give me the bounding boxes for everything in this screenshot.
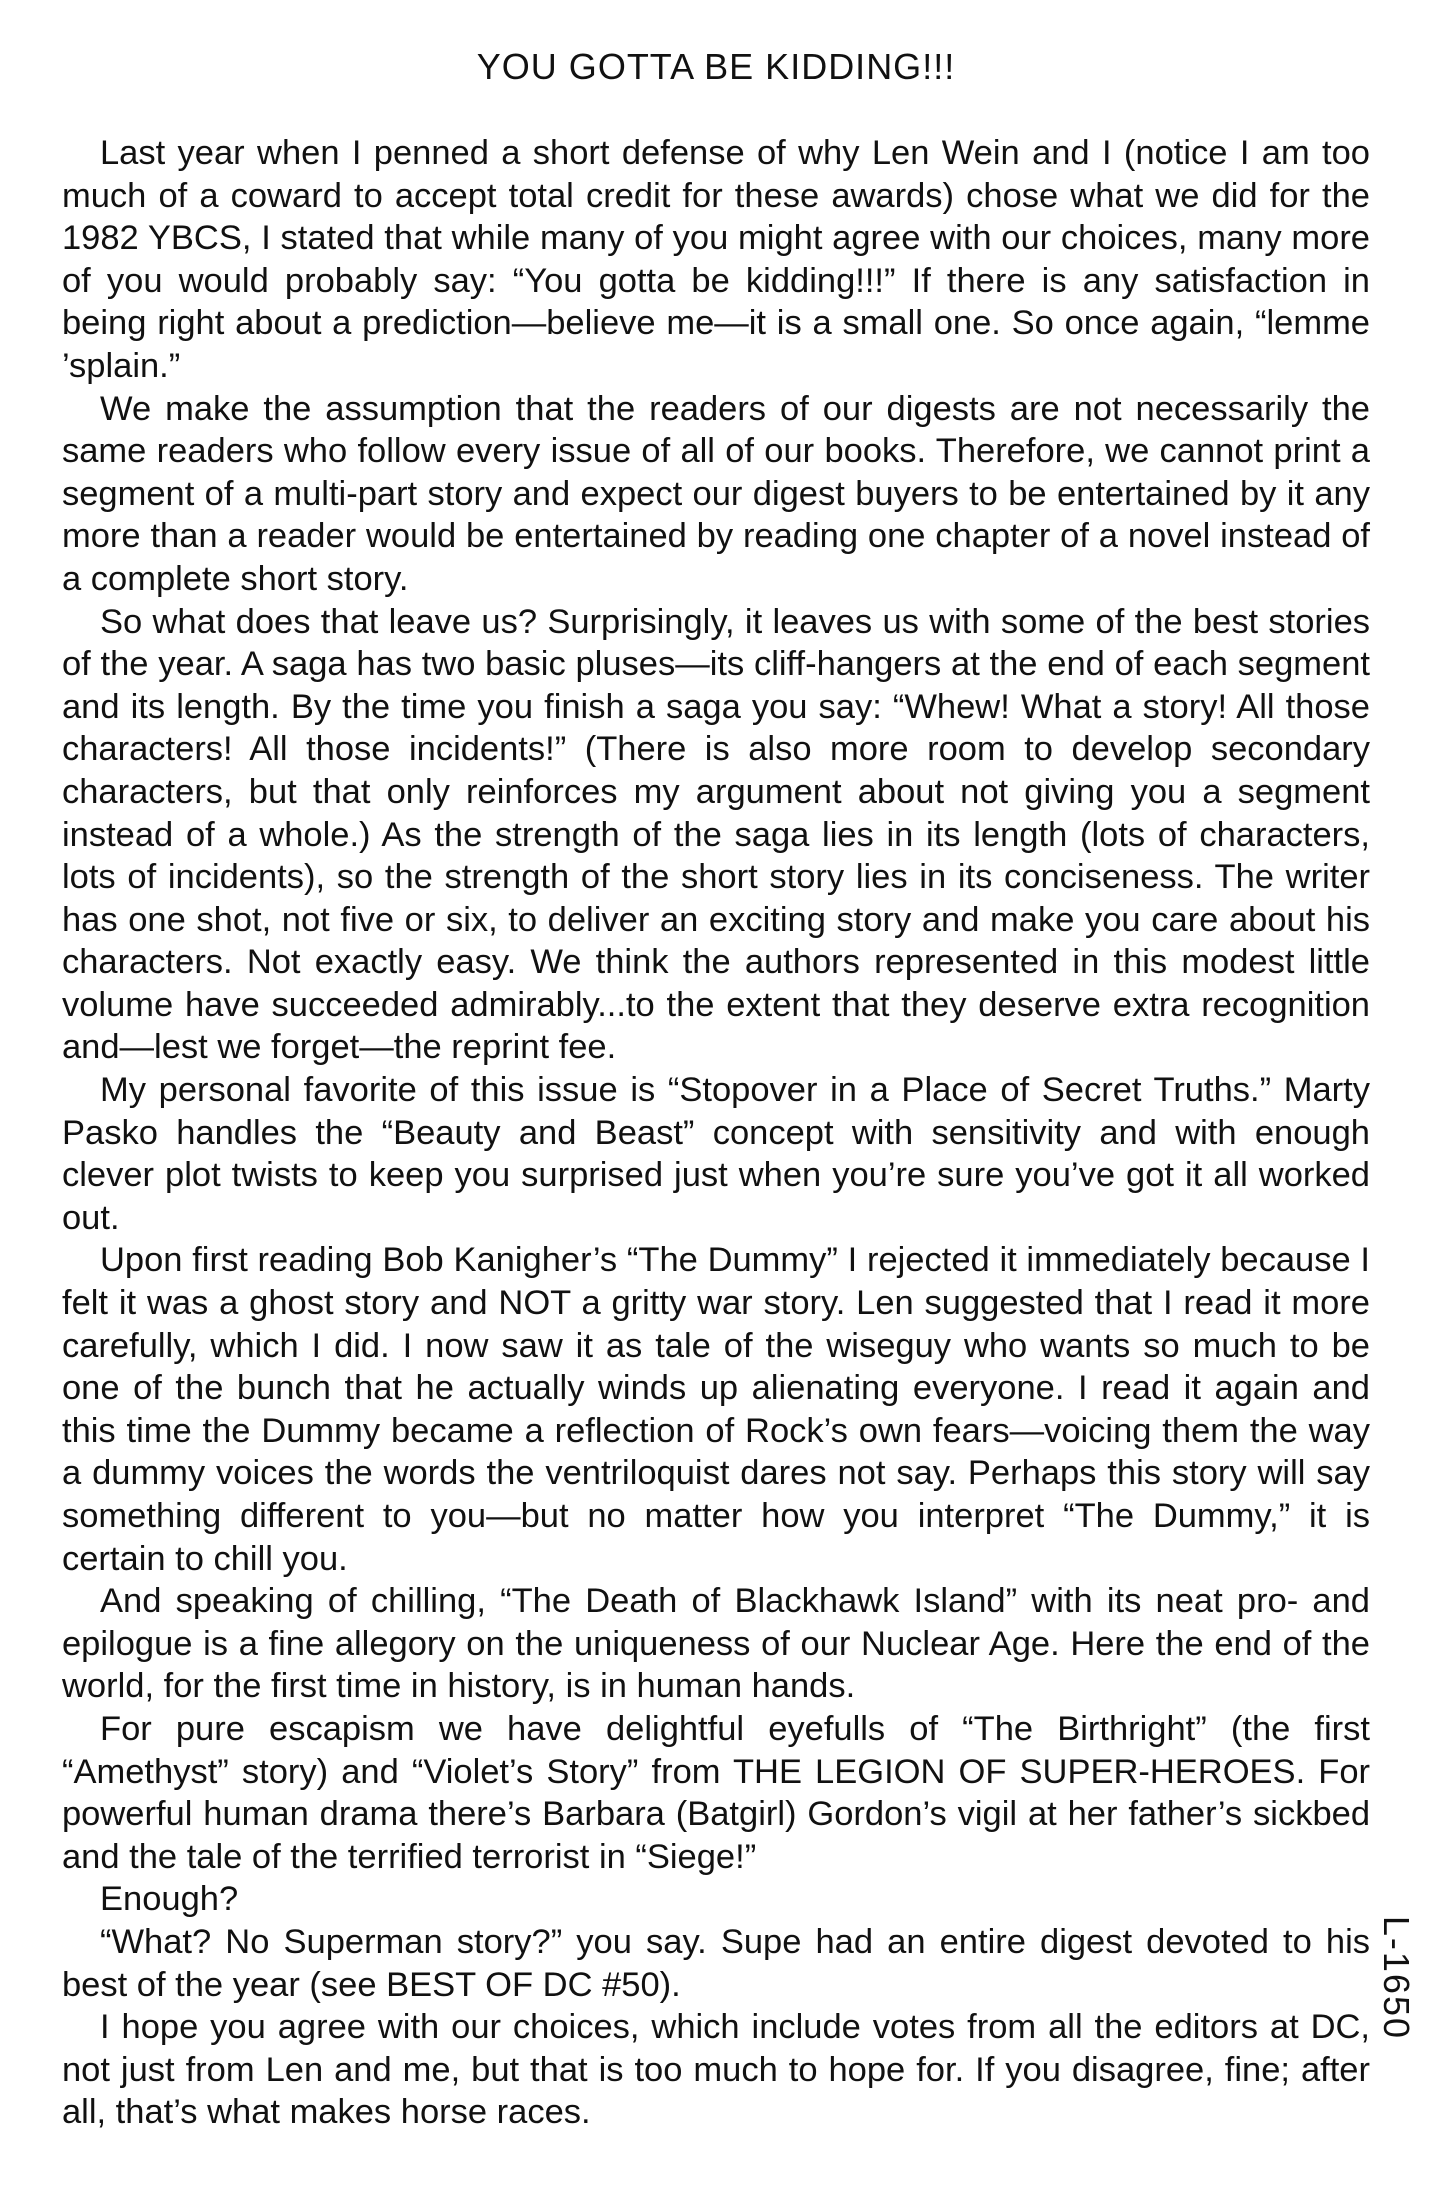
paragraph-assumption: We make the assumption that the readers of our digests are not necessarily the same readers who follow every issue of all of our books. Therefore, we cannot print a segment of a multi-part story and expect our digest buyers to be entertained by it any more than a reader would be entertained by reading one chapter of a novel instead of a complete short story. bbox=[62, 389, 1370, 598]
paragraph-superman: “What? No Superman story?” you say. Supe had an entire digest devoted to his best of the year (see BEST OF DC #50). bbox=[62, 1922, 1370, 2004]
paragraph-enough: Enough? bbox=[100, 1880, 239, 1919]
paragraph-saga: So what does that leave us? Surprisingly, it leaves us with some of the best stories of the year. A saga has two basic pluses—its cliff-hangers at the end of each segment and its length. By the time you finish a saga you say: “Whew! What a story! All those characters! All those incidents!” (There is also more room to develop secondary characters, but that only reinforces my argument about not giving you a segment instead of a whole.) As the strength of the saga lies in its length (lots of characters, lots of incidents), so the strength of the short story lies in its conciseness. The writer has one shot, not five or six, to deliver an exciting story and make you care about his characters. Not exactly easy. We think the authors represented in this modest little volume have succeeded admirably...to the extent that they deserve extra recognition and—lest we forget—the reprint fee. bbox=[62, 602, 1370, 1067]
article bbox=[62, 46, 1370, 2134]
catalog-number: L-1650 bbox=[1376, 1915, 1417, 2040]
paragraph-dummy: Upon first reading Bob Kanigher’s “The Dummy” I rejected it immediately because I felt it was a ghost story and NOT a gritty war story. Len suggested that I read it more carefully, which I did. I now saw it as tale of the wiseguy who wants so much to be one of the bunch that he actually winds up alienating everyone. I read it again and this time the Dummy became a reflection of Rock’s own fears—voicing them the way a dummy voices the words the ventriloquist dares not say. Perhaps this story will say something different to you—but no matter how you interpret “The Dummy,” it is certain to chill you. bbox=[62, 1241, 1370, 1578]
paragraph-intro: Last year when I penned a short defense of why Len Wein and I (notice I am too much of a coward to accept total credit for these awards) chose what we did for the 1982 YBCS, I stated that while many of you might agree with our choices, many more of you would probably say: “You gotta be kidding!!!” If there is any satisfaction in being right about a prediction—believe me—it is a small one. So once again, “lemme ’splain.” bbox=[62, 134, 1370, 385]
paragraph-escapism: For pure escapism we have delightful eyefulls of “The Birthright” (the first “Amethyst” story) and “Violet’s Story” from THE LEGION OF SUPER-HEROES. For powerful human drama there’s Barbara (Batgirl) Gordon’s vigil at her father’s sickbed and the tale of the terrified terrorist in “Siege!” bbox=[62, 1709, 1370, 1876]
paragraph-blackhawk: And speaking of chilling, “The Death of Blackhawk Island” with its neat pro- and epilogue is a fine allegory on the uniqueness of our Nuclear Age. Here the end of the world, for the first time in history, is in human hands. bbox=[62, 1582, 1370, 1706]
paragraph-closing: I hope you agree with our choices, which include votes from all the editors at DC, not just from Len and me, but that is too much to hope for. If you disagree, fine; after all, that’s what makes horse races. bbox=[62, 2008, 1370, 2132]
paragraph-favorite: My personal favorite of this issue is “Stopover in a Place of Secret Truths.” Marty Pasko handles the “Beauty and Beast” concept with sensitivity and with enough clever plot twists to keep you surprised just when you’re sure you’ve got it all worked out. bbox=[62, 1071, 1370, 1237]
article-title: YOU GOTTA BE KIDDING!!! bbox=[476, 46, 956, 87]
